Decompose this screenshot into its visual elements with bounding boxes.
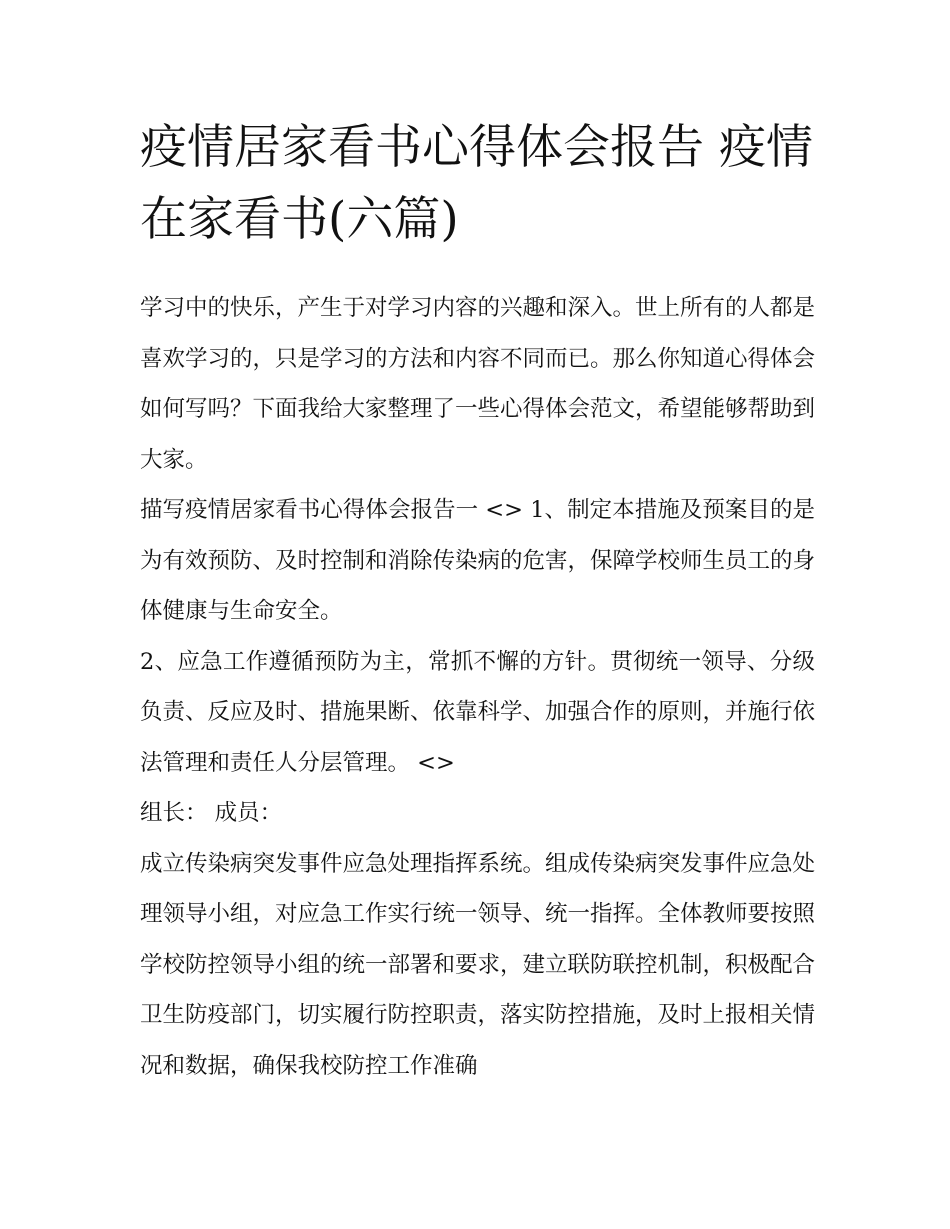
document-body <box>140 283 815 1091</box>
paragraph-members: 组长： 成员： <box>140 800 283 826</box>
paragraph-principles: 2、应急工作遵循预防为主，常抓不懈的方针。贯彻统一领导、分级负责、反应及时、措施果断、依靠科学、加强合作的原则，并施行依法管理和责任人分层管理。 <> <box>140 648 816 776</box>
paragraph-intro: 学习中的快乐，产生于对学习内容的兴趣和深入。世上所有的人都是喜欢学习的，只是学习的方法和内容不同而已。那么你知道心得体会如何写吗？下面我给大家整理了一些心得体会范文，希望能够帮助到大家。 <box>140 295 816 473</box>
paragraph-section-one: 描写疫情居家看书心得体会报告一 <> 1、制定本措施及预案目的是为有效预防、及时控制和消除传染病的危害，保障学校师生员工的身体健康与生命安全。 <box>140 497 816 624</box>
paragraph-command-system: 成立传染病突发事件应急处理指挥系统。组成传染病突发事件应急处理领导小组，对应急工作实行统一领导、统一指挥。全体教师要按照学校防控领导小组的统一部署和要求，建立联防联控机制，积极配合卫生防疫部门，切实履行防控职责，落实防控措施，及时上报相关情况和数据，确保我校防控工作准确 <box>140 850 816 1079</box>
document-title: 疫情居家看书心得体会报告 疫情在家看书(六篇) <box>140 120 813 247</box>
